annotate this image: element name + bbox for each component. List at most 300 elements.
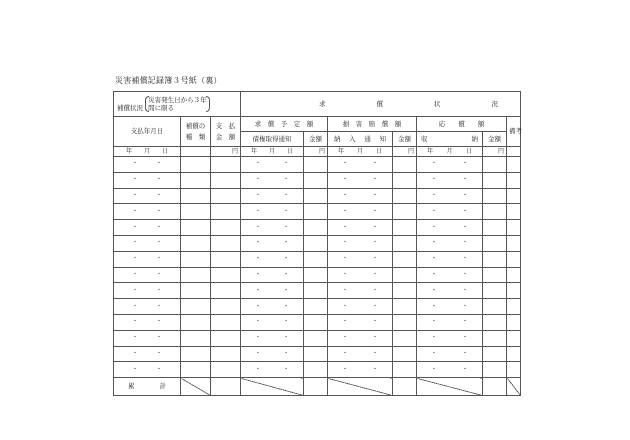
date-separator-dot: ・ bbox=[132, 176, 139, 184]
date-separator-dot: ・ bbox=[132, 239, 139, 247]
date-entry-cell[interactable] bbox=[241, 235, 304, 251]
date-entry-cell[interactable] bbox=[241, 251, 304, 267]
date-separator-dot: ・ bbox=[431, 286, 438, 294]
date-entry-cell[interactable] bbox=[328, 157, 393, 173]
entry-cell[interactable] bbox=[211, 330, 241, 346]
date-separator-dot: ・ bbox=[462, 318, 469, 326]
date-unit: 年 月 日 bbox=[241, 147, 304, 157]
date-unit: 年 月 日 bbox=[114, 147, 181, 157]
date-separator-dot: ・ bbox=[462, 160, 469, 168]
yen-unit: 円 bbox=[304, 147, 328, 157]
total-amount-cell[interactable] bbox=[304, 378, 328, 396]
date-separator-dot: ・ bbox=[155, 223, 162, 231]
date-separator-dot: ・ bbox=[342, 255, 349, 263]
date-separator-dot: ・ bbox=[283, 365, 290, 373]
total-slash-cell bbox=[181, 378, 211, 396]
comp-type-header: 補償の 種 類 bbox=[181, 117, 211, 147]
entry-cell[interactable] bbox=[483, 188, 507, 204]
remarks-header: 備 考 bbox=[507, 117, 521, 147]
date-separator-dot: ・ bbox=[132, 365, 139, 373]
date-entry-cell[interactable] bbox=[114, 283, 181, 299]
date-separator-dot: ・ bbox=[155, 365, 162, 373]
date-entry-cell[interactable] bbox=[417, 330, 483, 346]
date-separator-dot: ・ bbox=[132, 255, 139, 263]
yen-unit: 円 bbox=[211, 147, 241, 157]
date-entry-cell[interactable] bbox=[417, 299, 483, 315]
date-separator-dot: ・ bbox=[431, 191, 438, 199]
entry-cell[interactable] bbox=[483, 299, 507, 315]
date-entry-cell[interactable] bbox=[241, 314, 304, 330]
date-entry-cell[interactable] bbox=[328, 299, 393, 315]
date-separator-dot: ・ bbox=[342, 334, 349, 342]
date-separator-dot: ・ bbox=[255, 176, 262, 184]
date-separator-dot: ・ bbox=[283, 302, 290, 310]
date-entry-cell[interactable] bbox=[241, 362, 304, 378]
entry-cell[interactable] bbox=[211, 346, 241, 362]
date-separator-dot: ・ bbox=[462, 270, 469, 278]
entry-cell[interactable] bbox=[304, 235, 328, 251]
date-separator-dot: ・ bbox=[255, 286, 262, 294]
entry-cell[interactable] bbox=[393, 283, 417, 299]
ledger-row bbox=[114, 314, 521, 330]
entry-cell[interactable] bbox=[304, 267, 328, 283]
date-separator-dot: ・ bbox=[283, 349, 290, 357]
date-separator-dot: ・ bbox=[342, 270, 349, 278]
ledger-row bbox=[114, 362, 521, 378]
entry-cell[interactable] bbox=[181, 204, 211, 220]
date-entry-cell[interactable] bbox=[114, 251, 181, 267]
date-separator-dot: ・ bbox=[255, 302, 262, 310]
total-amount-cell[interactable] bbox=[211, 378, 241, 396]
date-separator-dot: ・ bbox=[132, 270, 139, 278]
date-separator-dot: ・ bbox=[342, 239, 349, 247]
date-entry-cell[interactable] bbox=[417, 172, 483, 188]
date-separator-dot: ・ bbox=[283, 239, 290, 247]
date-separator-dot: ・ bbox=[372, 191, 379, 199]
entry-cell[interactable] bbox=[181, 330, 211, 346]
date-separator-dot: ・ bbox=[372, 223, 379, 231]
date-separator-dot: ・ bbox=[255, 207, 262, 215]
date-separator-dot: ・ bbox=[132, 286, 139, 294]
date-unit: 年 月 日 bbox=[417, 147, 483, 157]
date-separator-dot: ・ bbox=[132, 349, 139, 357]
total-label-char: 累 bbox=[128, 382, 135, 391]
date-entry-cell[interactable] bbox=[417, 314, 483, 330]
date-separator-dot: ・ bbox=[342, 365, 349, 373]
date-separator-dot: ・ bbox=[155, 318, 162, 326]
planned-amount-header: 金額 bbox=[304, 132, 328, 147]
date-separator-dot: ・ bbox=[431, 160, 438, 168]
date-unit: 年 月 日 bbox=[328, 147, 393, 157]
date-separator-dot: ・ bbox=[372, 318, 379, 326]
entry-cell[interactable] bbox=[211, 172, 241, 188]
date-separator-dot: ・ bbox=[342, 286, 349, 294]
date-separator-dot: ・ bbox=[283, 255, 290, 263]
date-entry-cell[interactable] bbox=[328, 267, 393, 283]
date-separator-dot: ・ bbox=[372, 302, 379, 310]
entry-cell[interactable] bbox=[304, 220, 328, 236]
entry-cell[interactable] bbox=[507, 283, 521, 299]
entry-cell[interactable] bbox=[304, 346, 328, 362]
entry-cell[interactable] bbox=[304, 188, 328, 204]
entry-cell[interactable] bbox=[483, 220, 507, 236]
ledger-row bbox=[114, 299, 521, 315]
claim-status-char: 況 bbox=[491, 99, 499, 108]
date-separator-dot: ・ bbox=[431, 302, 438, 310]
entry-cell[interactable] bbox=[483, 283, 507, 299]
date-separator-dot: ・ bbox=[255, 191, 262, 199]
date-entry-cell[interactable] bbox=[417, 362, 483, 378]
entry-cell[interactable] bbox=[507, 251, 521, 267]
entry-cell[interactable] bbox=[507, 362, 521, 378]
entry-cell[interactable] bbox=[211, 362, 241, 378]
date-separator-dot: ・ bbox=[155, 286, 162, 294]
entry-cell[interactable] bbox=[507, 172, 521, 188]
date-entry-cell[interactable] bbox=[241, 267, 304, 283]
date-entry-cell[interactable] bbox=[417, 346, 483, 362]
date-entry-cell[interactable] bbox=[114, 157, 181, 173]
entry-cell[interactable] bbox=[507, 267, 521, 283]
header-row-status bbox=[114, 92, 521, 117]
date-separator-dot: ・ bbox=[431, 318, 438, 326]
date-entry-cell[interactable] bbox=[417, 220, 483, 236]
date-separator-dot: ・ bbox=[255, 349, 262, 357]
paid-amount-header: 支 払 金 額 bbox=[211, 117, 241, 147]
total-label-cell bbox=[114, 378, 181, 396]
entry-cell[interactable] bbox=[483, 157, 507, 173]
date-separator-dot: ・ bbox=[342, 318, 349, 326]
entry-cell[interactable] bbox=[304, 283, 328, 299]
entry-cell[interactable] bbox=[211, 267, 241, 283]
date-entry-cell[interactable] bbox=[328, 362, 393, 378]
entry-cell[interactable] bbox=[507, 330, 521, 346]
date-entry-cell[interactable] bbox=[328, 314, 393, 330]
date-entry-cell[interactable] bbox=[417, 267, 483, 283]
date-separator-dot: ・ bbox=[372, 255, 379, 263]
date-separator-dot: ・ bbox=[155, 349, 162, 357]
entry-cell[interactable] bbox=[393, 362, 417, 378]
entry-cell[interactable] bbox=[507, 204, 521, 220]
date-entry-cell[interactable] bbox=[114, 267, 181, 283]
condition-line-1: 災害発生日から３年 bbox=[148, 95, 207, 104]
yen-unit: 円 bbox=[483, 147, 507, 157]
unit-blank bbox=[181, 147, 211, 157]
entry-cell[interactable] bbox=[507, 220, 521, 236]
date-entry-cell[interactable] bbox=[328, 330, 393, 346]
entry-cell[interactable] bbox=[304, 251, 328, 267]
date-entry-cell[interactable] bbox=[241, 330, 304, 346]
ledger-row bbox=[114, 346, 521, 362]
entry-cell[interactable] bbox=[304, 157, 328, 173]
date-separator-dot: ・ bbox=[283, 318, 290, 326]
date-separator-dot: ・ bbox=[155, 334, 162, 342]
entry-cell[interactable] bbox=[393, 220, 417, 236]
date-separator-dot: ・ bbox=[462, 176, 469, 184]
redemption-header: 応 償 額 bbox=[417, 117, 507, 132]
date-separator-dot: ・ bbox=[462, 191, 469, 199]
entry-cell[interactable] bbox=[181, 251, 211, 267]
date-separator-dot: ・ bbox=[462, 239, 469, 247]
damages-sub-header: 納 入 通 知 bbox=[328, 132, 393, 147]
entry-cell[interactable] bbox=[507, 188, 521, 204]
planned-sub-header: 債権取得通知 bbox=[241, 132, 304, 147]
entry-cell[interactable] bbox=[483, 204, 507, 220]
date-entry-cell[interactable] bbox=[114, 299, 181, 315]
entry-cell[interactable] bbox=[393, 172, 417, 188]
date-separator-dot: ・ bbox=[155, 255, 162, 263]
date-entry-cell[interactable] bbox=[114, 346, 181, 362]
planned-claim-header: 求 償 予 定 額 bbox=[241, 117, 328, 132]
date-entry-cell[interactable] bbox=[114, 314, 181, 330]
entry-cell[interactable] bbox=[181, 346, 211, 362]
entry-cell[interactable] bbox=[181, 283, 211, 299]
date-entry-cell[interactable] bbox=[114, 362, 181, 378]
date-separator-dot: ・ bbox=[372, 207, 379, 215]
entry-cell[interactable] bbox=[393, 251, 417, 267]
date-separator-dot: ・ bbox=[372, 365, 379, 373]
date-separator-dot: ・ bbox=[283, 160, 290, 168]
date-separator-dot: ・ bbox=[283, 334, 290, 342]
entry-cell[interactable] bbox=[181, 235, 211, 251]
total-amount-cell[interactable] bbox=[393, 378, 417, 396]
entry-cell[interactable] bbox=[181, 362, 211, 378]
entry-cell[interactable] bbox=[507, 299, 521, 315]
date-entry-cell[interactable] bbox=[328, 235, 393, 251]
date-separator-dot: ・ bbox=[132, 207, 139, 215]
entry-cell[interactable] bbox=[393, 188, 417, 204]
date-separator-dot: ・ bbox=[462, 334, 469, 342]
entry-cell[interactable] bbox=[393, 346, 417, 362]
entry-cell[interactable] bbox=[507, 157, 521, 173]
date-separator-dot: ・ bbox=[283, 286, 290, 294]
entry-cell[interactable] bbox=[393, 299, 417, 315]
date-entry-cell[interactable] bbox=[114, 220, 181, 236]
entry-cell[interactable] bbox=[181, 299, 211, 315]
date-separator-dot: ・ bbox=[342, 302, 349, 310]
date-separator-dot: ・ bbox=[372, 349, 379, 357]
entry-cell[interactable] bbox=[393, 235, 417, 251]
date-separator-dot: ・ bbox=[372, 334, 379, 342]
entry-cell[interactable] bbox=[181, 188, 211, 204]
date-entry-cell[interactable] bbox=[114, 235, 181, 251]
total-slash-cell bbox=[417, 378, 483, 396]
date-entry-cell[interactable] bbox=[241, 188, 304, 204]
date-separator-dot: ・ bbox=[431, 207, 438, 215]
redemption-sub-header: 収 納 bbox=[417, 132, 483, 147]
yen-unit: 円 bbox=[393, 147, 417, 157]
date-separator-dot: ・ bbox=[255, 223, 262, 231]
entry-cell[interactable] bbox=[483, 172, 507, 188]
entry-cell[interactable] bbox=[304, 330, 328, 346]
date-entry-cell[interactable] bbox=[241, 157, 304, 173]
status-label: 補償状況 bbox=[117, 104, 143, 112]
date-separator-dot: ・ bbox=[155, 160, 162, 168]
date-separator-dot: ・ bbox=[155, 302, 162, 310]
date-separator-dot: ・ bbox=[283, 223, 290, 231]
date-separator-dot: ・ bbox=[155, 191, 162, 199]
date-entry-cell[interactable] bbox=[417, 204, 483, 220]
date-entry-cell[interactable] bbox=[417, 251, 483, 267]
entry-cell[interactable] bbox=[211, 314, 241, 330]
date-entry-cell[interactable] bbox=[241, 346, 304, 362]
ledger-row bbox=[114, 157, 521, 173]
header-row-1 bbox=[114, 117, 521, 132]
ledger-row bbox=[114, 267, 521, 283]
entry-cell[interactable] bbox=[304, 204, 328, 220]
total-slash-cell bbox=[328, 378, 393, 396]
date-separator-dot: ・ bbox=[155, 270, 162, 278]
ledger-row bbox=[114, 188, 521, 204]
date-entry-cell[interactable] bbox=[241, 172, 304, 188]
date-separator-dot: ・ bbox=[255, 255, 262, 263]
date-separator-dot: ・ bbox=[132, 318, 139, 326]
date-separator-dot: ・ bbox=[132, 191, 139, 199]
date-entry-cell[interactable] bbox=[328, 283, 393, 299]
entry-cell[interactable] bbox=[507, 235, 521, 251]
date-separator-dot: ・ bbox=[155, 207, 162, 215]
date-separator-dot: ・ bbox=[342, 223, 349, 231]
entry-cell[interactable] bbox=[181, 314, 211, 330]
date-separator-dot: ・ bbox=[342, 176, 349, 184]
entry-cell[interactable] bbox=[483, 330, 507, 346]
entry-cell[interactable] bbox=[211, 283, 241, 299]
entry-cell[interactable] bbox=[483, 267, 507, 283]
damages-amount-header: 金額 bbox=[393, 132, 417, 147]
claim-status-header bbox=[241, 92, 521, 117]
date-entry-cell[interactable] bbox=[241, 283, 304, 299]
entry-cell[interactable] bbox=[483, 346, 507, 362]
date-separator-dot: ・ bbox=[283, 191, 290, 199]
entry-cell[interactable] bbox=[181, 220, 211, 236]
date-separator-dot: ・ bbox=[132, 302, 139, 310]
entry-cell[interactable] bbox=[181, 267, 211, 283]
entry-cell[interactable] bbox=[304, 362, 328, 378]
date-separator-dot: ・ bbox=[255, 239, 262, 247]
entry-cell[interactable] bbox=[393, 157, 417, 173]
date-entry-cell[interactable] bbox=[417, 283, 483, 299]
date-entry-cell[interactable] bbox=[114, 188, 181, 204]
date-entry-cell[interactable] bbox=[114, 204, 181, 220]
entry-cell[interactable] bbox=[393, 267, 417, 283]
total-slash-cell bbox=[241, 378, 304, 396]
date-separator-dot: ・ bbox=[372, 286, 379, 294]
date-separator-dot: ・ bbox=[431, 176, 438, 184]
total-label-char: 計 bbox=[159, 382, 166, 391]
entry-cell[interactable] bbox=[211, 299, 241, 315]
total-amount-cell[interactable] bbox=[483, 378, 507, 396]
date-separator-dot: ・ bbox=[342, 191, 349, 199]
date-entry-cell[interactable] bbox=[328, 251, 393, 267]
date-separator-dot: ・ bbox=[255, 334, 262, 342]
entry-cell[interactable] bbox=[211, 157, 241, 173]
date-separator-dot: ・ bbox=[283, 176, 290, 184]
entry-cell[interactable] bbox=[393, 204, 417, 220]
date-separator-dot: ・ bbox=[372, 160, 379, 168]
entry-cell[interactable] bbox=[211, 204, 241, 220]
date-entry-cell[interactable] bbox=[241, 204, 304, 220]
ledger-row bbox=[114, 283, 521, 299]
entry-cell[interactable] bbox=[304, 314, 328, 330]
ledger-row bbox=[114, 172, 521, 188]
condition-note bbox=[145, 96, 210, 112]
entry-cell[interactable] bbox=[181, 157, 211, 173]
damages-header: 損 害 賠 償 額 bbox=[328, 117, 417, 132]
date-separator-dot: ・ bbox=[462, 286, 469, 294]
date-entry-cell[interactable] bbox=[328, 220, 393, 236]
claim-status-char: 状 bbox=[434, 99, 441, 108]
entry-cell[interactable] bbox=[483, 314, 507, 330]
compensation-ledger-table bbox=[113, 91, 521, 396]
date-separator-dot: ・ bbox=[431, 255, 438, 263]
date-separator-dot: ・ bbox=[462, 365, 469, 373]
unit-blank bbox=[507, 147, 521, 157]
condition-line-2: 間に限る bbox=[148, 104, 175, 112]
date-separator-dot: ・ bbox=[462, 349, 469, 357]
entry-cell[interactable] bbox=[483, 251, 507, 267]
date-separator-dot: ・ bbox=[462, 255, 469, 263]
entry-cell[interactable] bbox=[507, 346, 521, 362]
date-separator-dot: ・ bbox=[372, 239, 379, 247]
date-separator-dot: ・ bbox=[155, 239, 162, 247]
date-separator-dot: ・ bbox=[372, 176, 379, 184]
date-entry-cell[interactable] bbox=[328, 346, 393, 362]
entry-cell[interactable] bbox=[393, 314, 417, 330]
date-separator-dot: ・ bbox=[462, 207, 469, 215]
entry-cell[interactable] bbox=[211, 188, 241, 204]
entry-cell[interactable] bbox=[304, 172, 328, 188]
date-separator-dot: ・ bbox=[255, 160, 262, 168]
date-separator-dot: ・ bbox=[462, 223, 469, 231]
claim-status-char: 償 bbox=[376, 99, 384, 108]
unit-row bbox=[114, 147, 521, 157]
date-separator-dot: ・ bbox=[462, 302, 469, 310]
date-entry-cell[interactable] bbox=[241, 220, 304, 236]
date-separator-dot: ・ bbox=[372, 270, 379, 278]
date-entry-cell[interactable] bbox=[328, 172, 393, 188]
date-separator-dot: ・ bbox=[431, 239, 438, 247]
date-separator-dot: ・ bbox=[283, 270, 290, 278]
status-header-cell bbox=[114, 92, 241, 117]
date-entry-cell[interactable] bbox=[328, 188, 393, 204]
date-separator-dot: ・ bbox=[283, 207, 290, 215]
date-entry-cell[interactable] bbox=[417, 157, 483, 173]
entry-cell[interactable] bbox=[393, 330, 417, 346]
total-slash-cell bbox=[507, 378, 521, 396]
date-entry-cell[interactable] bbox=[114, 330, 181, 346]
date-entry-cell[interactable] bbox=[417, 235, 483, 251]
date-separator-dot: ・ bbox=[255, 270, 262, 278]
date-entry-cell[interactable] bbox=[328, 204, 393, 220]
entry-cell[interactable] bbox=[483, 362, 507, 378]
ledger-row bbox=[114, 204, 521, 220]
date-separator-dot: ・ bbox=[132, 160, 139, 168]
date-entry-cell[interactable] bbox=[417, 188, 483, 204]
date-separator-dot: ・ bbox=[155, 176, 162, 184]
entry-cell[interactable] bbox=[211, 235, 241, 251]
entry-cell[interactable] bbox=[483, 235, 507, 251]
date-entry-cell[interactable] bbox=[241, 299, 304, 315]
date-separator-dot: ・ bbox=[342, 207, 349, 215]
entry-cell[interactable] bbox=[181, 172, 211, 188]
date-entry-cell[interactable] bbox=[114, 172, 181, 188]
entry-cell[interactable] bbox=[507, 314, 521, 330]
entry-cell[interactable] bbox=[211, 251, 241, 267]
entry-cell[interactable] bbox=[211, 220, 241, 236]
entry-cell[interactable] bbox=[304, 299, 328, 315]
form-title: 災害補償記録簿３号紙（裏） bbox=[115, 76, 222, 85]
date-separator-dot: ・ bbox=[132, 223, 139, 231]
payment-date-header: 支払年月日 bbox=[114, 117, 181, 147]
